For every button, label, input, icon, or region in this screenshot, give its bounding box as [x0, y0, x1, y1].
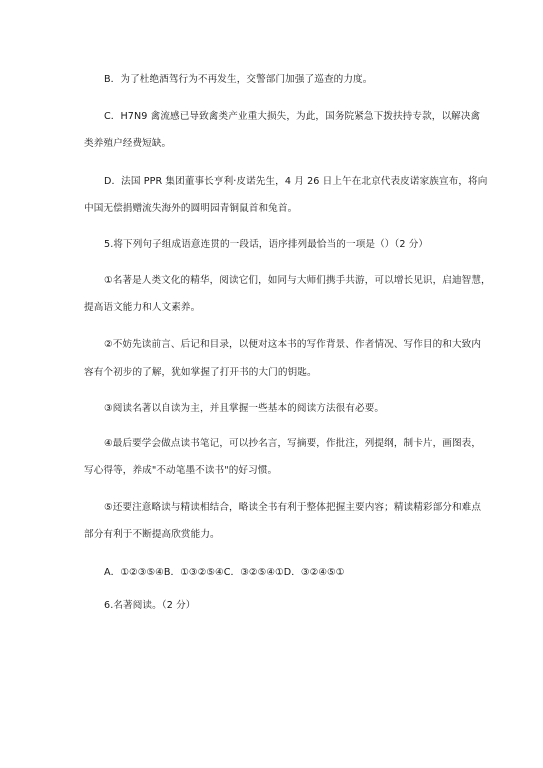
sentence-2-line-1: ②不妨先读前言、后记和目录，以便对这本书的写作背景、作者情况、写作目的和大致内 [104, 339, 482, 350]
answer-choices: A．①②③⑤④B．①③②⑤④C．③②⑤④①D．③②④⑤① [104, 567, 345, 578]
sentence-1-line-1: ①名著是人类文化的精华，阅读它们，如同与大师们携手共游，可以增长见识，启迪智慧， [104, 275, 491, 286]
sentence-4-line-1: ④最后要学会做点读书笔记，可以抄名言，写摘要，作批注，列提纲，制卡片，画图表， [104, 438, 482, 449]
sentence-5-line-2: 部分有利于不断提高欣赏能力。 [84, 529, 220, 540]
question-5-stem: 5.将下列句子组成语意连贯的一段话，语序排列最恰当的一项是（）（2 分） [104, 239, 429, 250]
option-d-line-1: D．法国 PPR 集团董事长亨利·皮诺先生，4 月 26 日上午在北京代表皮诺家族宣布，将向 [104, 176, 488, 187]
option-c-line-2: 类养殖户经费短缺。 [84, 138, 172, 149]
sentence-3-line-1: ③阅读名著以自读为主，并且掌握一些基本的阅读方法很有必要。 [104, 403, 385, 414]
question-6-stem: 6.名著阅读。（2 分） [104, 600, 196, 611]
option-c-line-1: C．H7N9 禽流感已导致禽类产业重大损失，为此，国务院紧急下拨扶持专款，以解决禽 [104, 111, 481, 122]
sentence-5-line-1: ⑤还要注意略读与精读相结合，略读全书有利于整体把握主要内容；精读精彩部分和难点 [104, 502, 482, 513]
option-b-line-1: B．为了杜绝酒驾行为不再发生，交警部门加强了巡查的力度。 [104, 74, 373, 85]
sentence-2-line-2: 容有个初步的了解，犹如掌握了打开书的大门的钥匙。 [84, 367, 317, 378]
sentence-1-line-2: 提高语文能力和人文素养。 [84, 302, 201, 313]
sentence-4-line-2: 写心得等，养成"不动笔墨不读书"的好习惯。 [84, 465, 278, 476]
option-d-line-2: 中国无偿捐赠流失海外的圆明园青铜鼠首和兔首。 [84, 203, 298, 214]
